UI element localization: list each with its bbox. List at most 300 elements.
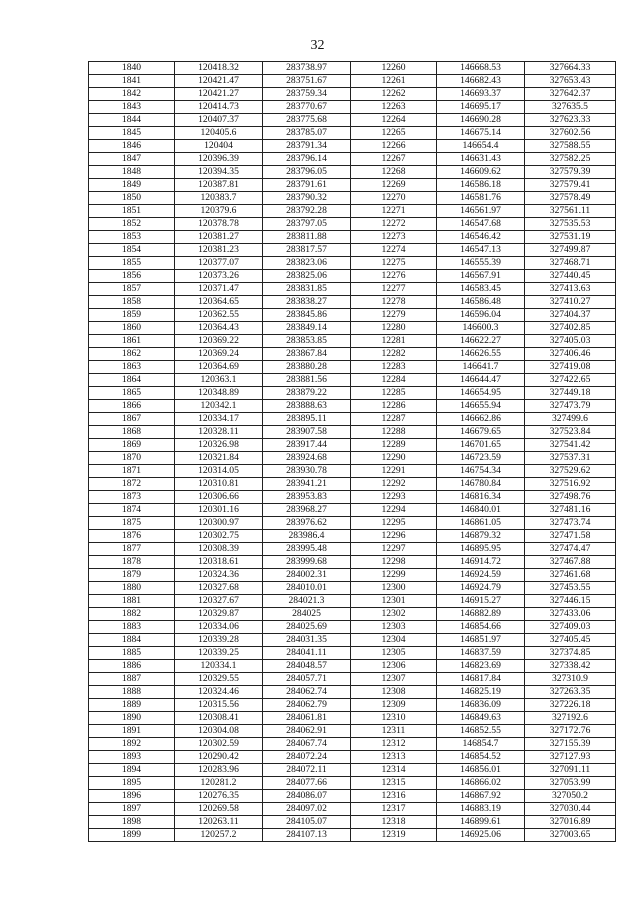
x-coordinate-left: 120308.39 [175,543,263,556]
y-coordinate-left: 283867.84 [263,348,351,361]
x-coordinate-right: 146754.34 [437,465,525,478]
table-row [89,777,616,790]
y-coordinate-right: 327050.2 [525,790,616,803]
y-coordinate-left: 283924.68 [263,452,351,465]
x-coordinate-left: 120328.11 [175,426,263,439]
x-coordinate-left: 120334.06 [175,621,263,634]
point-number-left: 1861 [89,335,175,348]
point-number-left: 1894 [89,764,175,777]
y-coordinate-left: 284062.91 [263,725,351,738]
point-number-right: 12272 [351,218,437,231]
x-coordinate-left: 120362.55 [175,309,263,322]
point-number-left: 1845 [89,127,175,140]
x-coordinate-right: 146882.89 [437,608,525,621]
x-coordinate-right: 146586.48 [437,296,525,309]
y-coordinate-left: 283823.06 [263,257,351,270]
y-coordinate-right: 327579.41 [525,179,616,192]
point-number-left: 1888 [89,686,175,699]
point-number-right: 12293 [351,491,437,504]
point-number-right: 12310 [351,712,437,725]
point-number-right: 12296 [351,530,437,543]
point-number-left: 1840 [89,62,175,75]
point-number-left: 1877 [89,543,175,556]
y-coordinate-left: 283881.56 [263,374,351,387]
y-coordinate-right: 327664.33 [525,62,616,75]
y-coordinate-left: 284010.01 [263,582,351,595]
point-number-right: 12260 [351,62,437,75]
point-number-right: 12303 [351,621,437,634]
point-number-left: 1846 [89,140,175,153]
y-coordinate-left: 283986.4 [263,530,351,543]
x-coordinate-left: 120327.67 [175,595,263,608]
point-number-right: 12271 [351,205,437,218]
x-coordinate-left: 120310.81 [175,478,263,491]
x-coordinate-left: 120281.2 [175,777,263,790]
x-coordinate-left: 120421.47 [175,75,263,88]
point-number-right: 12267 [351,153,437,166]
x-coordinate-right: 146854.52 [437,751,525,764]
x-coordinate-right: 146547.68 [437,218,525,231]
y-coordinate-right: 327529.62 [525,465,616,478]
y-coordinate-left: 283775.68 [263,114,351,127]
table-row [89,491,616,504]
x-coordinate-right: 146723.59 [437,452,525,465]
point-number-right: 12285 [351,387,437,400]
y-coordinate-left: 283797.05 [263,218,351,231]
point-number-left: 1871 [89,465,175,478]
x-coordinate-left: 120371.47 [175,283,263,296]
y-coordinate-left: 283999.68 [263,556,351,569]
y-coordinate-right: 327582.25 [525,153,616,166]
y-coordinate-left: 283831.85 [263,283,351,296]
table-row [89,530,616,543]
table-row [89,322,616,335]
point-number-left: 1847 [89,153,175,166]
y-coordinate-right: 327561.11 [525,205,616,218]
x-coordinate-left: 120379.6 [175,205,263,218]
x-coordinate-right: 146861.05 [437,517,525,530]
table-row [89,140,616,153]
y-coordinate-right: 327446.15 [525,595,616,608]
x-coordinate-right: 146555.39 [437,257,525,270]
y-coordinate-right: 327030.44 [525,803,616,816]
x-coordinate-right: 146817.84 [437,673,525,686]
y-coordinate-left: 283995.48 [263,543,351,556]
x-coordinate-left: 120396.39 [175,153,263,166]
table-row [89,634,616,647]
x-coordinate-right: 146895.95 [437,543,525,556]
x-coordinate-left: 120394.35 [175,166,263,179]
table-row [89,751,616,764]
point-number-right: 12315 [351,777,437,790]
point-number-right: 12301 [351,595,437,608]
point-number-right: 12278 [351,296,437,309]
y-coordinate-left: 283817.57 [263,244,351,257]
point-number-right: 12304 [351,634,437,647]
point-number-right: 12295 [351,517,437,530]
y-coordinate-right: 327172.76 [525,725,616,738]
point-number-right: 12265 [351,127,437,140]
x-coordinate-right: 146883.19 [437,803,525,816]
point-number-left: 1843 [89,101,175,114]
point-number-right: 12282 [351,348,437,361]
point-number-right: 12275 [351,257,437,270]
x-coordinate-right: 146879.32 [437,530,525,543]
y-coordinate-right: 327263.35 [525,686,616,699]
x-coordinate-left: 120364.65 [175,296,263,309]
y-coordinate-right: 327481.16 [525,504,616,517]
point-number-left: 1898 [89,816,175,829]
x-coordinate-left: 120381.27 [175,231,263,244]
point-number-right: 12266 [351,140,437,153]
table-row [89,543,616,556]
table-row [89,335,616,348]
y-coordinate-left: 284048.57 [263,660,351,673]
y-coordinate-left: 284077.66 [263,777,351,790]
point-number-left: 1870 [89,452,175,465]
y-coordinate-left: 283791.61 [263,179,351,192]
y-coordinate-right: 327473.79 [525,400,616,413]
point-number-right: 12317 [351,803,437,816]
x-coordinate-left: 120418.32 [175,62,263,75]
point-number-left: 1848 [89,166,175,179]
point-number-right: 12280 [351,322,437,335]
y-coordinate-left: 283907.58 [263,426,351,439]
point-number-right: 12302 [351,608,437,621]
table-row [89,478,616,491]
y-coordinate-right: 327602.56 [525,127,616,140]
table-row [89,400,616,413]
y-coordinate-right: 327461.68 [525,569,616,582]
x-coordinate-left: 120314.05 [175,465,263,478]
table-row [89,127,616,140]
y-coordinate-right: 327499.87 [525,244,616,257]
table-row [89,452,616,465]
y-coordinate-left: 284105.07 [263,816,351,829]
point-number-right: 12283 [351,361,437,374]
y-coordinate-right: 327226.18 [525,699,616,712]
point-number-right: 12290 [351,452,437,465]
y-coordinate-left: 284057.71 [263,673,351,686]
x-coordinate-right: 146662.86 [437,413,525,426]
y-coordinate-left: 284107.13 [263,829,351,842]
point-number-right: 12277 [351,283,437,296]
table-row [89,829,616,842]
y-coordinate-left: 284025 [263,608,351,621]
x-coordinate-left: 120369.22 [175,335,263,348]
point-number-right: 12298 [351,556,437,569]
y-coordinate-left: 284062.74 [263,686,351,699]
point-number-right: 12264 [351,114,437,127]
x-coordinate-right: 146925.06 [437,829,525,842]
y-coordinate-right: 327653.43 [525,75,616,88]
table-row [89,556,616,569]
point-number-left: 1873 [89,491,175,504]
y-coordinate-left: 284097.02 [263,803,351,816]
table-row [89,231,616,244]
x-coordinate-right: 146851.97 [437,634,525,647]
point-number-left: 1883 [89,621,175,634]
point-number-left: 1889 [89,699,175,712]
y-coordinate-left: 284031.35 [263,634,351,647]
y-coordinate-right: 327449.18 [525,387,616,400]
point-number-left: 1879 [89,569,175,582]
y-coordinate-right: 327440.45 [525,270,616,283]
table-row [89,374,616,387]
point-number-left: 1842 [89,88,175,101]
x-coordinate-right: 146690.28 [437,114,525,127]
x-coordinate-left: 120414.73 [175,101,263,114]
y-coordinate-left: 283790.32 [263,192,351,205]
x-coordinate-left: 120342.1 [175,400,263,413]
y-coordinate-left: 283751.67 [263,75,351,88]
x-coordinate-right: 146825.19 [437,686,525,699]
point-number-right: 12300 [351,582,437,595]
point-number-left: 1865 [89,387,175,400]
point-number-right: 12314 [351,764,437,777]
point-number-right: 12306 [351,660,437,673]
y-coordinate-left: 284062.79 [263,699,351,712]
x-coordinate-left: 120324.36 [175,569,263,582]
y-coordinate-left: 284025.69 [263,621,351,634]
point-number-right: 12268 [351,166,437,179]
point-number-right: 12309 [351,699,437,712]
point-number-left: 1899 [89,829,175,842]
point-number-left: 1895 [89,777,175,790]
x-coordinate-right: 146596.04 [437,309,525,322]
table-row [89,504,616,517]
table-row [89,699,616,712]
y-coordinate-left: 283785.07 [263,127,351,140]
y-coordinate-left: 284041.11 [263,647,351,660]
x-coordinate-right: 146679.65 [437,426,525,439]
x-coordinate-left: 120383.7 [175,192,263,205]
table-row [89,790,616,803]
point-number-left: 1857 [89,283,175,296]
y-coordinate-right: 327578.49 [525,192,616,205]
y-coordinate-right: 327471.58 [525,530,616,543]
y-coordinate-left: 283976.62 [263,517,351,530]
point-number-left: 1853 [89,231,175,244]
point-number-left: 1852 [89,218,175,231]
x-coordinate-left: 120369.24 [175,348,263,361]
y-coordinate-left: 283968.27 [263,504,351,517]
point-number-right: 12279 [351,309,437,322]
table-row [89,413,616,426]
x-coordinate-right: 146823.69 [437,660,525,673]
x-coordinate-left: 120329.55 [175,673,263,686]
table-row [89,569,616,582]
x-coordinate-right: 146836.09 [437,699,525,712]
table-row [89,738,616,751]
x-coordinate-left: 120302.59 [175,738,263,751]
x-coordinate-left: 120339.25 [175,647,263,660]
x-coordinate-left: 120364.43 [175,322,263,335]
x-coordinate-left: 120387.81 [175,179,263,192]
y-coordinate-right: 327053.99 [525,777,616,790]
point-number-left: 1863 [89,361,175,374]
x-coordinate-left: 120364.69 [175,361,263,374]
x-coordinate-right: 146840.01 [437,504,525,517]
point-number-right: 12305 [351,647,437,660]
y-coordinate-left: 283953.83 [263,491,351,504]
table-row [89,283,616,296]
x-coordinate-right: 146837.59 [437,647,525,660]
x-coordinate-left: 120315.56 [175,699,263,712]
table-row [89,101,616,114]
y-coordinate-right: 327338.42 [525,660,616,673]
table-row [89,270,616,283]
point-number-right: 12261 [351,75,437,88]
table-row [89,647,616,660]
table-row [89,764,616,777]
x-coordinate-right: 146609.62 [437,166,525,179]
y-coordinate-right: 327623.33 [525,114,616,127]
x-coordinate-right: 146914.72 [437,556,525,569]
x-coordinate-right: 146581.76 [437,192,525,205]
point-number-left: 1841 [89,75,175,88]
x-coordinate-right: 146682.43 [437,75,525,88]
point-number-left: 1885 [89,647,175,660]
point-number-right: 12307 [351,673,437,686]
point-number-right: 12263 [351,101,437,114]
point-number-right: 12299 [351,569,437,582]
y-coordinate-right: 327405.45 [525,634,616,647]
point-number-left: 1882 [89,608,175,621]
x-coordinate-right: 146561.97 [437,205,525,218]
coordinates-table-body [89,62,616,842]
point-number-left: 1896 [89,790,175,803]
table-row [89,725,616,738]
y-coordinate-left: 284002.31 [263,569,351,582]
x-coordinate-right: 146586.18 [437,179,525,192]
point-number-left: 1859 [89,309,175,322]
y-coordinate-right: 327499.6 [525,413,616,426]
x-coordinate-left: 120381.23 [175,244,263,257]
y-coordinate-left: 283738.97 [263,62,351,75]
point-number-left: 1872 [89,478,175,491]
y-coordinate-right: 327419.08 [525,361,616,374]
point-number-left: 1890 [89,712,175,725]
table-row [89,309,616,322]
x-coordinate-right: 146546.42 [437,231,525,244]
page-number: 32 [310,38,325,53]
x-coordinate-left: 120324.46 [175,686,263,699]
y-coordinate-left: 284067.74 [263,738,351,751]
table-row [89,582,616,595]
x-coordinate-right: 146899.61 [437,816,525,829]
x-coordinate-right: 146567.91 [437,270,525,283]
table-row [89,686,616,699]
point-number-right: 12284 [351,374,437,387]
y-coordinate-right: 327531.19 [525,231,616,244]
x-coordinate-right: 146695.17 [437,101,525,114]
point-number-left: 1881 [89,595,175,608]
y-coordinate-right: 327402.85 [525,322,616,335]
x-coordinate-right: 146852.55 [437,725,525,738]
table-row [89,62,616,75]
x-coordinate-left: 120377.07 [175,257,263,270]
x-coordinate-left: 120405.6 [175,127,263,140]
y-coordinate-left: 283796.05 [263,166,351,179]
x-coordinate-right: 146854.66 [437,621,525,634]
point-number-left: 1864 [89,374,175,387]
point-number-left: 1851 [89,205,175,218]
point-number-left: 1844 [89,114,175,127]
point-number-left: 1891 [89,725,175,738]
table-row [89,595,616,608]
x-coordinate-left: 120283.96 [175,764,263,777]
table-row [89,257,616,270]
y-coordinate-left: 284021.3 [263,595,351,608]
x-coordinate-right: 146780.84 [437,478,525,491]
table-row [89,153,616,166]
y-coordinate-left: 284072.24 [263,751,351,764]
x-coordinate-left: 120373.26 [175,270,263,283]
x-coordinate-right: 146915.27 [437,595,525,608]
y-coordinate-right: 327453.55 [525,582,616,595]
x-coordinate-left: 120334.1 [175,660,263,673]
point-number-right: 12287 [351,413,437,426]
y-coordinate-left: 283879.22 [263,387,351,400]
table-row [89,244,616,257]
table-row [89,75,616,88]
point-number-right: 12269 [351,179,437,192]
y-coordinate-left: 283825.06 [263,270,351,283]
x-coordinate-left: 120329.87 [175,608,263,621]
point-number-left: 1893 [89,751,175,764]
point-number-right: 12273 [351,231,437,244]
point-number-right: 12308 [351,686,437,699]
table-row [89,218,616,231]
table-row [89,712,616,725]
x-coordinate-right: 146641.7 [437,361,525,374]
y-coordinate-left: 283917.44 [263,439,351,452]
y-coordinate-right: 327003.65 [525,829,616,842]
y-coordinate-right: 327498.76 [525,491,616,504]
point-number-right: 12288 [351,426,437,439]
y-coordinate-right: 327579.39 [525,166,616,179]
point-number-left: 1886 [89,660,175,673]
y-coordinate-left: 283791.34 [263,140,351,153]
table-row [89,166,616,179]
point-number-left: 1884 [89,634,175,647]
x-coordinate-left: 120363.1 [175,374,263,387]
point-number-left: 1874 [89,504,175,517]
table-row [89,621,616,634]
x-coordinate-left: 120290.42 [175,751,263,764]
y-coordinate-right: 327091.11 [525,764,616,777]
y-coordinate-right: 327192.6 [525,712,616,725]
point-number-left: 1867 [89,413,175,426]
point-number-left: 1869 [89,439,175,452]
y-coordinate-right: 327413.63 [525,283,616,296]
x-coordinate-right: 146867.92 [437,790,525,803]
y-coordinate-right: 327016.89 [525,816,616,829]
x-coordinate-right: 146693.37 [437,88,525,101]
point-number-left: 1880 [89,582,175,595]
x-coordinate-right: 146622.27 [437,335,525,348]
y-coordinate-right: 327404.37 [525,309,616,322]
x-coordinate-left: 120378.78 [175,218,263,231]
point-number-right: 12281 [351,335,437,348]
table-row [89,387,616,400]
point-number-right: 12311 [351,725,437,738]
x-coordinate-right: 146701.65 [437,439,525,452]
point-number-left: 1855 [89,257,175,270]
x-coordinate-right: 146856.01 [437,764,525,777]
y-coordinate-left: 283759.34 [263,88,351,101]
